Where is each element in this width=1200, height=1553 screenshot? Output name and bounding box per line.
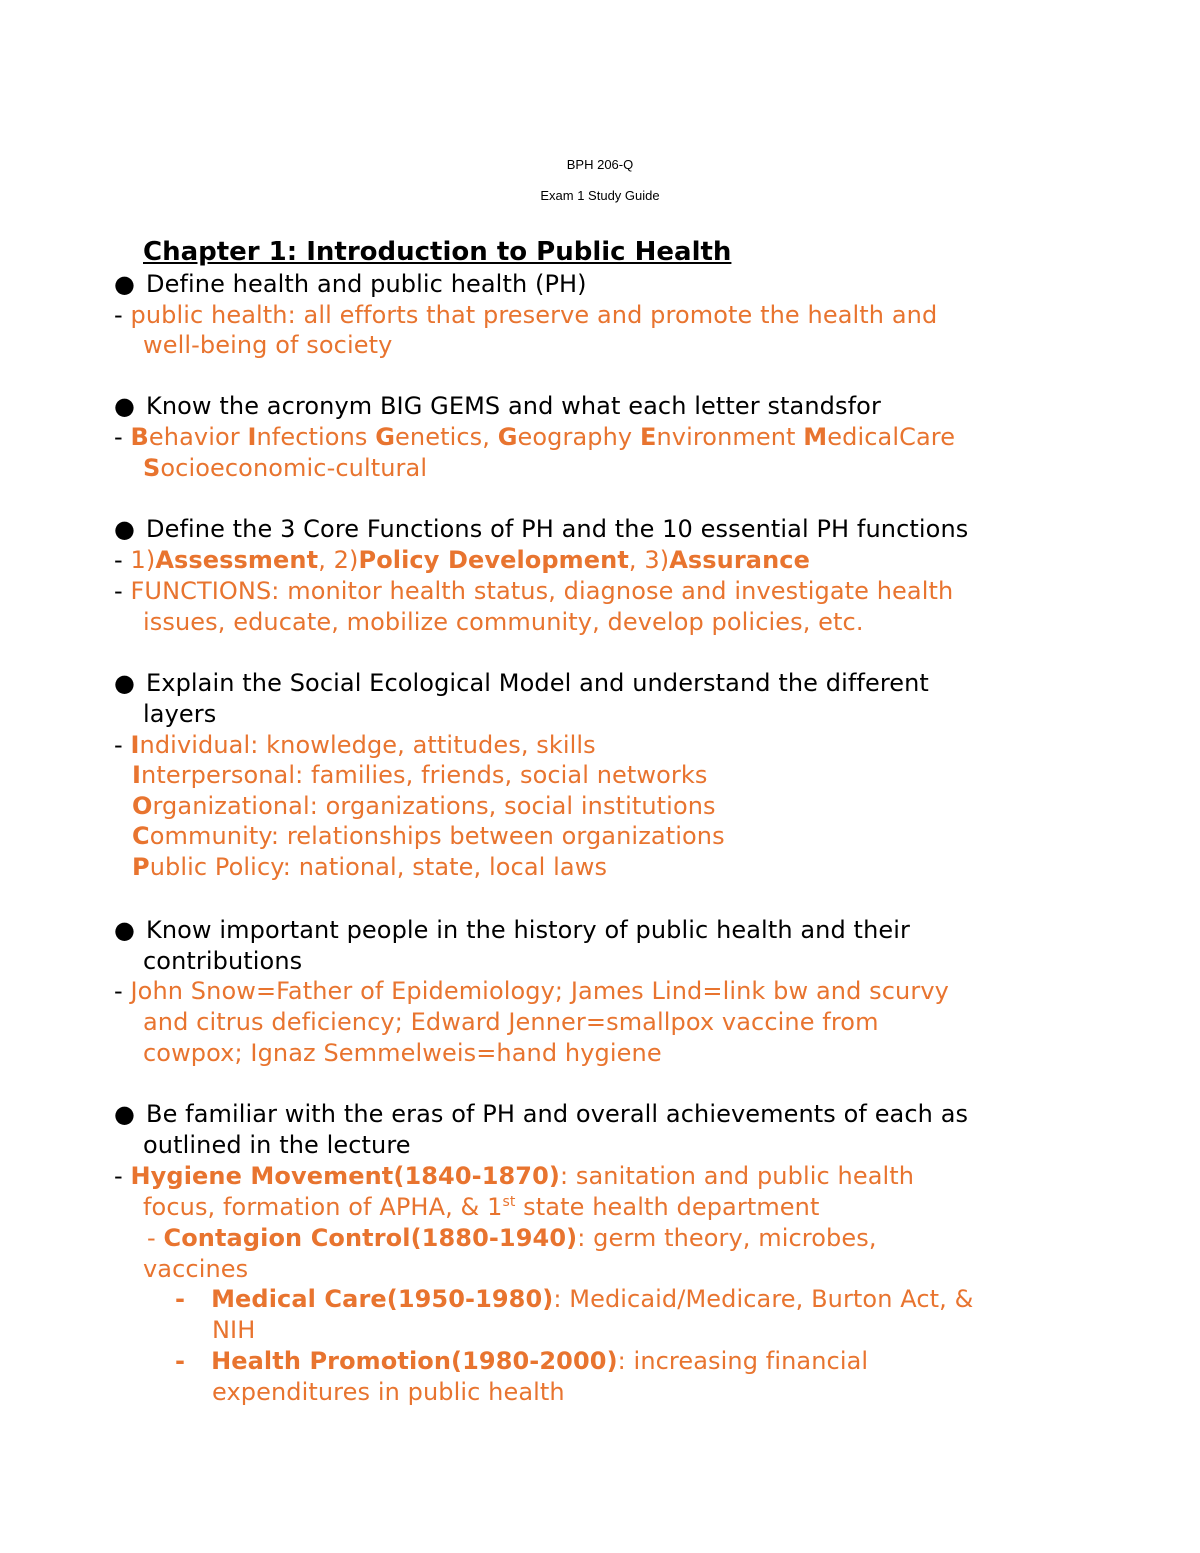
bullet-social-ecological-model: ● Explain the Social Ecological Model and understand the different (114, 669, 929, 697)
era-health-promotion-cont: expenditures in public health (212, 1378, 565, 1406)
era-medical-care-cont: NIH (212, 1316, 256, 1344)
answer-essential-functions-line-2: issues, educate, mobilize community, develop policies, etc. (143, 608, 864, 636)
answer-essential-functions-line-1: - FUNCTIONS: monitor health status, diagnose and investigate health (114, 577, 954, 605)
bullet-define-health: ● Define health and public health (PH) (114, 270, 587, 298)
answer-public-health-line-1: - public health: all efforts that preserve and promote the health and (114, 301, 938, 329)
layer-interpersonal: Interpersonal: families, friends, social networks (132, 761, 708, 789)
chapter-title: Chapter 1: Introduction to Public Health (143, 237, 732, 267)
layer-organizational: Organizational: organizations, social institutions (132, 792, 716, 820)
era-hygiene-movement-cont: focus, formation of APHA, & 1st state health department (143, 1193, 820, 1221)
bullet-icon: ● (114, 916, 136, 944)
bullet-icon: ● (114, 669, 136, 697)
bullet-eras-of-ph: ● Be familiar with the eras of PH and overall achievements of each as (114, 1100, 969, 1128)
answer-big-gems-line-1: - Behavior Infections Genetics, Geography Environment MedicalCare (114, 423, 956, 451)
document-subtitle: Exam 1 Study Guide (540, 188, 660, 203)
bullet-social-ecological-model-cont: layers (143, 700, 217, 728)
answer-big-gems-line-2: Socioeconomic-cultural (143, 454, 428, 482)
layer-individual: - Individual: knowledge, attitudes, skills (114, 731, 596, 759)
bullet-icon: ● (114, 270, 136, 298)
era-medical-care: - Medical Care(1950-1980): Medicaid/Medicare, Burton Act, & (175, 1285, 974, 1313)
answer-core-functions: - 1)Assessment, 2)Policy Development, 3)Assurance (114, 546, 810, 574)
bullet-core-functions: ● Define the 3 Core Functions of PH and the 10 essential PH functions (114, 515, 969, 543)
era-contagion-control-cont: vaccines (143, 1255, 249, 1283)
answer-people-line-3: cowpox; Ignaz Semmelweis=hand hygiene (143, 1039, 662, 1067)
bullet-important-people: ● Know important people in the history of public health and their (114, 916, 910, 944)
bullet-important-people-cont: contributions (143, 947, 303, 975)
bullet-icon: ● (114, 392, 136, 420)
course-code: BPH 206-Q (566, 157, 634, 172)
answer-public-health-line-2: well-being of society (143, 331, 393, 359)
era-health-promotion: - Health Promotion(1980-2000): increasing financial (175, 1347, 869, 1375)
era-contagion-control: - Contagion Control(1880-1940): germ theory, microbes, (147, 1224, 877, 1252)
bullet-icon: ● (114, 1100, 136, 1128)
layer-public-policy: Public Policy: national, state, local laws (132, 853, 608, 881)
bullet-eras-of-ph-cont: outlined in the lecture (143, 1131, 411, 1159)
bullet-big-gems: ● Know the acronym BIG GEMS and what each letter standsfor (114, 392, 881, 420)
era-hygiene-movement: - Hygiene Movement(1840-1870): sanitation and public health (114, 1162, 915, 1190)
answer-people-line-2: and citrus deficiency; Edward Jenner=smallpox vaccine from (143, 1008, 879, 1036)
bullet-icon: ● (114, 515, 136, 543)
answer-people-line-1: - John Snow=Father of Epidemiology; James Lind=link bw and scurvy (114, 977, 949, 1005)
layer-community: Community: relationships between organizations (132, 822, 725, 850)
